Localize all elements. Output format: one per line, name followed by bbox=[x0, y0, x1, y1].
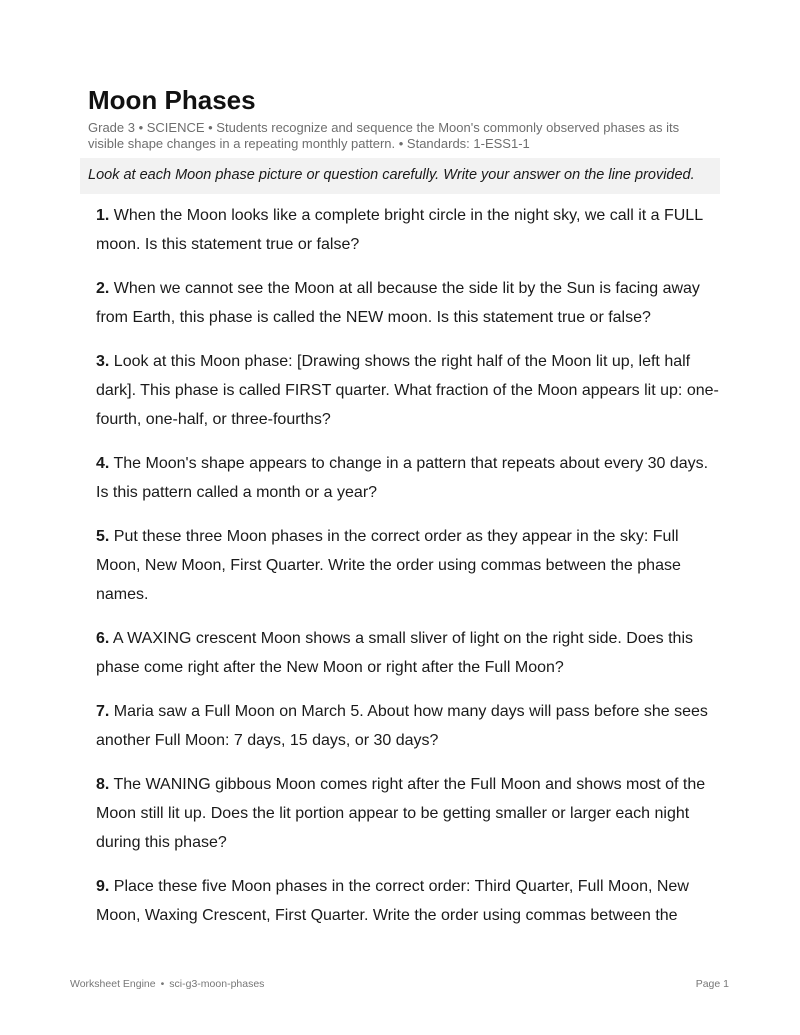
footer-slug: sci-g3-moon-phases bbox=[169, 978, 265, 990]
question-item bbox=[96, 770, 721, 857]
question-item bbox=[96, 347, 721, 434]
question-number: 4. bbox=[96, 455, 110, 472]
worksheet-subtitle: Grade 3 • SCIENCE • Students recognize and sequence the Moon's commonly observed phases as its visible shape changes in a repeating monthly pattern. • Standards: 1-ESS1-1 bbox=[88, 120, 680, 151]
instructions-text: Look at each Moon phase picture or question carefully. Write your answer on the line provided. bbox=[88, 167, 695, 183]
page-title: Moon Phases bbox=[88, 85, 256, 115]
question-text: The WANING gibbous Moon comes right after the Full Moon and shows most of the Moon still lit up. Does the lit portion appear to be getting smaller or larger each night during this phase? bbox=[96, 776, 706, 851]
question-number: 5. bbox=[96, 528, 110, 545]
question-text: A WAXING crescent Moon shows a small sliver of light on the right side. Does this phase come right after the New Moon or right after the Full Moon? bbox=[96, 630, 693, 676]
question-text: Put these three Moon phases in the correct order as they appear in the sky: Full Moon, New Moon, First Quarter. Write the order using commas between the phase names. bbox=[96, 528, 681, 603]
question-number: 1. bbox=[96, 207, 110, 224]
question-number: 7. bbox=[96, 703, 110, 720]
question-text: Look at this Moon phase: [Drawing shows the right half of the Moon lit up, left half dark]. This phase is called FIRST quarter. What fraction of the Moon appears lit up: one-fourth, one-half, or three-fourths? bbox=[96, 353, 719, 428]
question-text: When we cannot see the Moon at all because the side lit by the Sun is facing away from Earth, this phase is called the NEW moon. Is this statement true or false? bbox=[96, 280, 700, 326]
question-number: 8. bbox=[96, 776, 110, 793]
question-list bbox=[96, 201, 721, 945]
question-text: When the Moon looks like a complete bright circle in the night sky, we call it a FULL moon. Is this statement true or false? bbox=[96, 207, 703, 253]
question-item bbox=[96, 624, 721, 682]
question-item bbox=[96, 201, 721, 259]
question-text: The Moon's shape appears to change in a pattern that repeats about every 30 days. Is this pattern called a month or a year? bbox=[96, 455, 709, 501]
question-item bbox=[96, 274, 721, 332]
question-item bbox=[96, 872, 721, 930]
question-item bbox=[96, 449, 721, 507]
question-item bbox=[96, 697, 721, 755]
question-item bbox=[96, 522, 721, 609]
question-text: Place these five Moon phases in the correct order: Third Quarter, Full Moon, New Moon, Waxing Crescent, First Quarter. Write the order using commas between the bbox=[96, 878, 689, 924]
question-number: 2. bbox=[96, 280, 110, 297]
footer-source bbox=[70, 978, 264, 990]
question-number: 3. bbox=[96, 353, 110, 370]
page-number: Page 1 bbox=[695, 978, 729, 990]
question-text: Maria saw a Full Moon on March 5. About how many days will pass before she sees another Full Moon: 7 days, 15 days, or 30 days? bbox=[96, 703, 708, 749]
question-number: 9. bbox=[96, 878, 110, 895]
footer-separator: • bbox=[160, 978, 165, 990]
question-number: 6. bbox=[96, 630, 110, 647]
instructions-box bbox=[80, 158, 720, 194]
footer-engine: Worksheet Engine bbox=[70, 978, 156, 990]
